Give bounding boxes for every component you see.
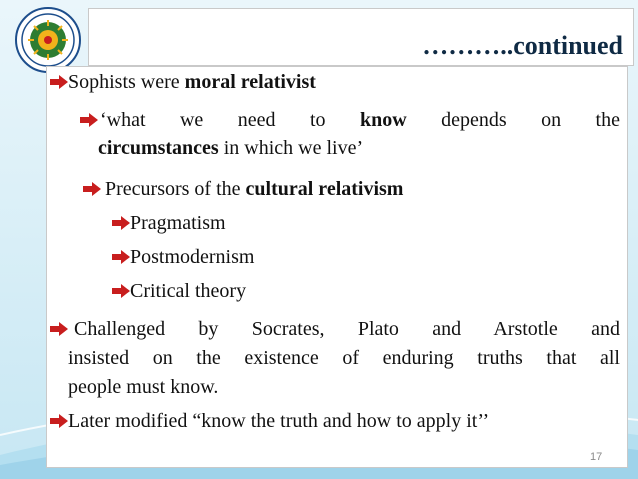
bullet-bold-text: moral relativist bbox=[184, 71, 316, 93]
bullet-arrow-icon bbox=[50, 75, 68, 89]
bullet-item bbox=[68, 70, 316, 94]
bullet-arrow-icon bbox=[112, 250, 130, 264]
slide-title: ………..continued bbox=[422, 31, 623, 60]
bullet-item: Later modified “know the truth and how to apply it’’ bbox=[68, 410, 490, 432]
bullet-arrow-icon bbox=[83, 182, 101, 196]
bullet-item-line3: people must know. bbox=[68, 376, 219, 398]
bullet-text: in which we live’ bbox=[218, 137, 364, 159]
bullet-item-line2 bbox=[98, 136, 363, 160]
bullet-arrow-icon bbox=[50, 322, 68, 336]
bullet-item-line1 bbox=[100, 108, 620, 132]
bullet-arrow-icon bbox=[80, 113, 98, 127]
bullet-item-line2: insisted on the existence of enduring truths that all bbox=[68, 347, 620, 369]
bullet-arrow-icon bbox=[50, 414, 68, 428]
bullet-item bbox=[105, 177, 403, 201]
bullet-text: depends on the bbox=[406, 109, 620, 131]
bullet-item-line1: Challenged by Socrates, Plato and Arstotle and bbox=[74, 318, 620, 340]
bullet-item: Pragmatism bbox=[130, 212, 226, 234]
bullet-bold-text: know bbox=[359, 109, 407, 131]
bullet-text: Sophists were bbox=[68, 71, 185, 93]
bullet-item: Postmodernism bbox=[130, 246, 255, 268]
bullet-item: Critical theory bbox=[130, 280, 247, 302]
bullet-arrow-icon bbox=[112, 216, 130, 230]
bullet-bold-text: cultural relativism bbox=[245, 178, 404, 200]
bullet-text: Precursors of the bbox=[105, 178, 246, 200]
bullet-bold-text: circumstances bbox=[98, 137, 219, 159]
bullet-text: ‘what we need to bbox=[100, 109, 360, 131]
page-number: 17 bbox=[590, 451, 603, 463]
bullet-arrow-icon bbox=[112, 284, 130, 298]
